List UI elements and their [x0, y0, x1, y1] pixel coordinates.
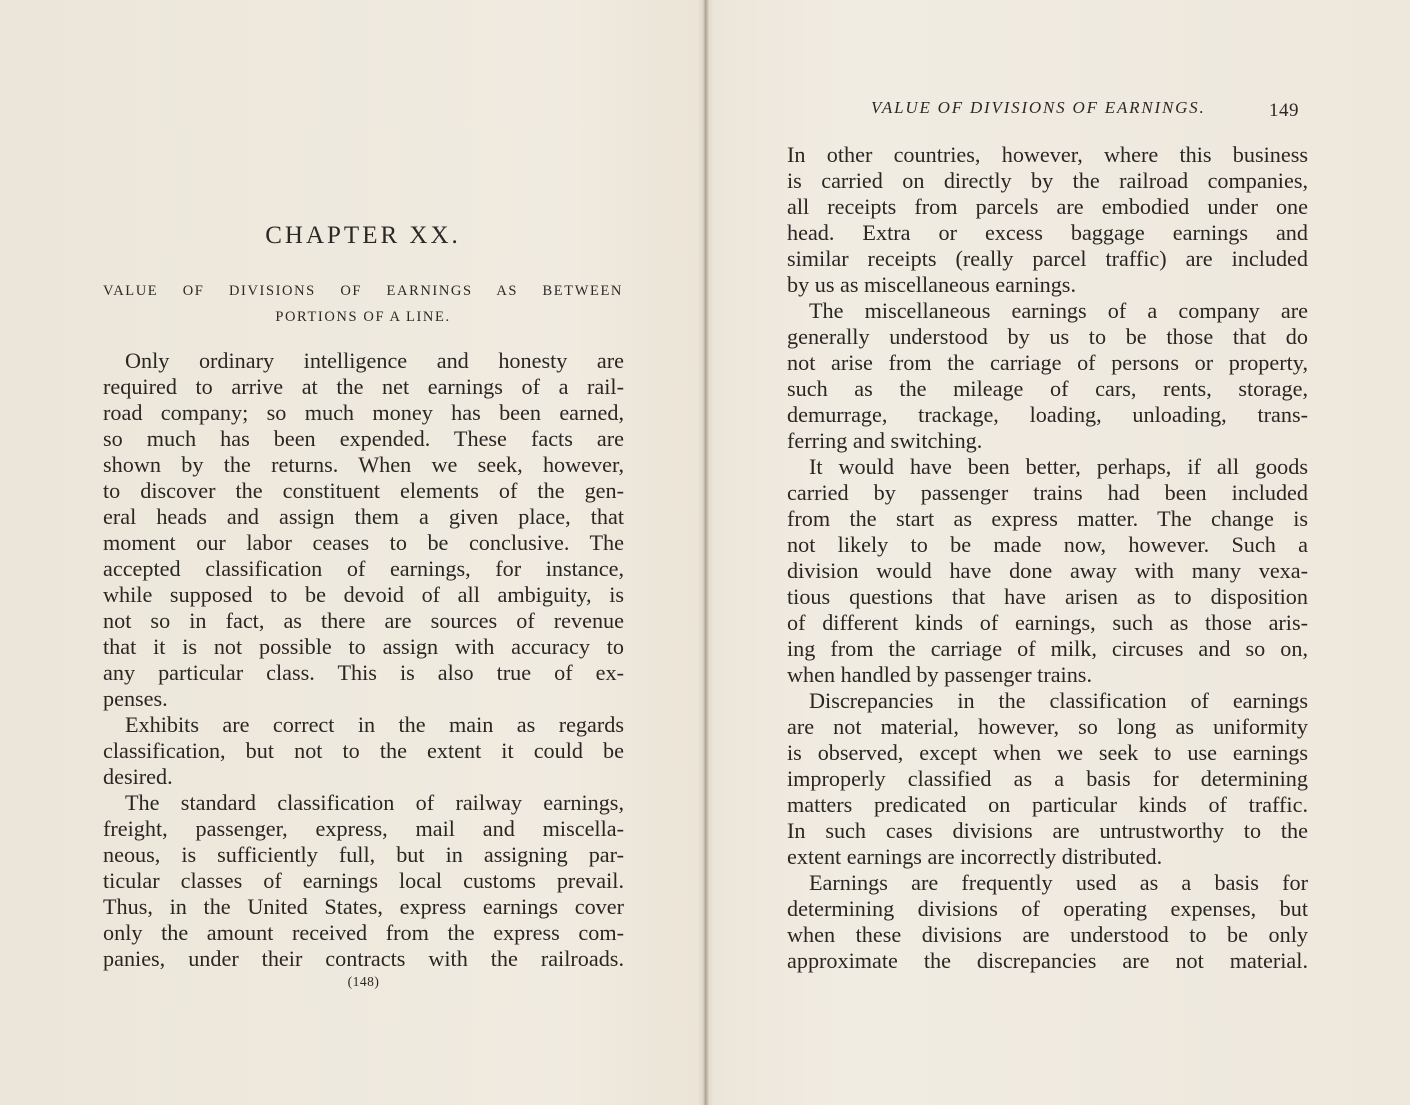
text-line: In such cases divisions are untrustworthy to the: [787, 818, 1308, 843]
text-line: Only ordinary intelligence and honesty are: [125, 348, 624, 373]
text-line: desired.: [103, 764, 173, 789]
left-page-body: [103, 348, 624, 972]
text-line: extent earnings are incorrectly distributed.: [787, 844, 1163, 869]
text-line: Discrepancies in the classification of earnings: [809, 688, 1308, 713]
text-line: from the start as express matter. The change is: [787, 506, 1308, 531]
text-line: shown by the returns. When we seek, however,: [103, 452, 624, 477]
text-line: ticular classes of earnings local customs prevail.: [103, 868, 624, 893]
chapter-title: CHAPTER XX.: [265, 222, 461, 249]
text-line: approximate the discrepancies are not material.: [787, 948, 1308, 973]
text-line: when handled by passenger trains.: [787, 662, 1092, 687]
text-line: ing from the carriage of milk, circuses and so on,: [787, 636, 1308, 661]
text-line: classification, but not to the extent it could be: [103, 738, 624, 763]
chapter-subtitle: [103, 278, 623, 330]
text-line: similar receipts (really parcel traffic) are included: [787, 246, 1308, 271]
page-folio: (148): [347, 974, 380, 989]
text-line: determining divisions of operating expenses, but: [787, 896, 1308, 921]
text-line: generally understood by us to be those that do: [787, 324, 1308, 349]
text-line: when these divisions are understood to be only: [787, 922, 1308, 947]
text-line: while supposed to be devoid of all ambiguity, is: [103, 582, 624, 607]
left-page: [0, 0, 703, 1105]
text-line: not so in fact, as there are sources of revenue: [103, 608, 624, 633]
text-line: In other countries, however, where this business: [787, 142, 1308, 167]
chapter-subtitle-line-1: VALUE OF DIVISIONS OF EARNINGS AS BETWEEN: [103, 283, 623, 299]
text-line: neous, is sufficiently full, but in assigning par-: [103, 842, 624, 867]
text-line: moment our labor ceases to be conclusive. The: [103, 530, 624, 555]
text-line: eral heads and assign them a given place, that: [103, 504, 624, 529]
text-line: demurrage, trackage, loading, unloading, trans-: [787, 402, 1308, 427]
running-head: VALUE OF DIVISIONS OF EARNINGS.: [871, 98, 1206, 117]
text-line: not likely to be made now, however. Such a: [787, 532, 1308, 557]
text-line: Exhibits are correct in the main as regards: [125, 712, 624, 737]
text-line: division would have done away with many vexa-: [787, 558, 1308, 583]
page-number: 149: [1269, 100, 1299, 121]
text-line: so much has been expended. These facts are: [103, 426, 624, 451]
text-line: required to arrive at the net earnings of a rail-: [103, 374, 624, 399]
text-line: carried by passenger trains had been included: [787, 480, 1308, 505]
text-line: Thus, in the United States, express earnings cover: [103, 894, 624, 919]
text-line: any particular class. This is also true of ex-: [103, 660, 624, 685]
text-line: The miscellaneous earnings of a company are: [809, 298, 1308, 323]
right-page-body: [787, 142, 1308, 974]
chapter-subtitle-line-2: PORTIONS OF A LINE.: [275, 309, 451, 325]
text-line: is carried on directly by the railroad companies,: [787, 168, 1308, 193]
text-line: all receipts from parcels are embodied under one: [787, 194, 1308, 219]
text-line: penses.: [103, 686, 168, 711]
text-line: of different kinds of earnings, such as those aris-: [787, 610, 1308, 635]
text-line: improperly classified as a basis for determining: [787, 766, 1308, 791]
text-line: such as the mileage of cars, rents, storage,: [787, 376, 1308, 401]
text-line: head. Extra or excess baggage earnings and: [787, 220, 1308, 245]
text-line: tious questions that have arisen as to disposition: [787, 584, 1308, 609]
text-line: The standard classification of railway earnings,: [125, 790, 624, 815]
text-line: accepted classification of earnings, for instance,: [103, 556, 624, 581]
text-line: road company; so much money has been earned,: [103, 400, 624, 425]
text-line: panies, under their contracts with the railroads.: [103, 946, 624, 971]
text-line: that it is not possible to assign with accuracy to: [103, 634, 624, 659]
text-line: to discover the constituent elements of the gen-: [103, 478, 624, 503]
text-line: is observed, except when we seek to use earnings: [787, 740, 1308, 765]
text-line: not arise from the carriage of persons or property,: [787, 350, 1308, 375]
text-line: are not material, however, so long as uniformity: [787, 714, 1308, 739]
text-line: by us as miscellaneous earnings.: [787, 272, 1076, 297]
text-line: only the amount received from the express com-: [103, 920, 624, 945]
text-line: Earnings are frequently used as a basis for: [809, 870, 1308, 895]
text-line: It would have been better, perhaps, if all goods: [809, 454, 1308, 479]
text-line: freight, passenger, express, mail and miscella-: [103, 816, 624, 841]
right-page: [709, 0, 1410, 1105]
text-line: ferring and switching.: [787, 428, 983, 453]
text-line: matters predicated on particular kinds of traffic.: [787, 792, 1308, 817]
